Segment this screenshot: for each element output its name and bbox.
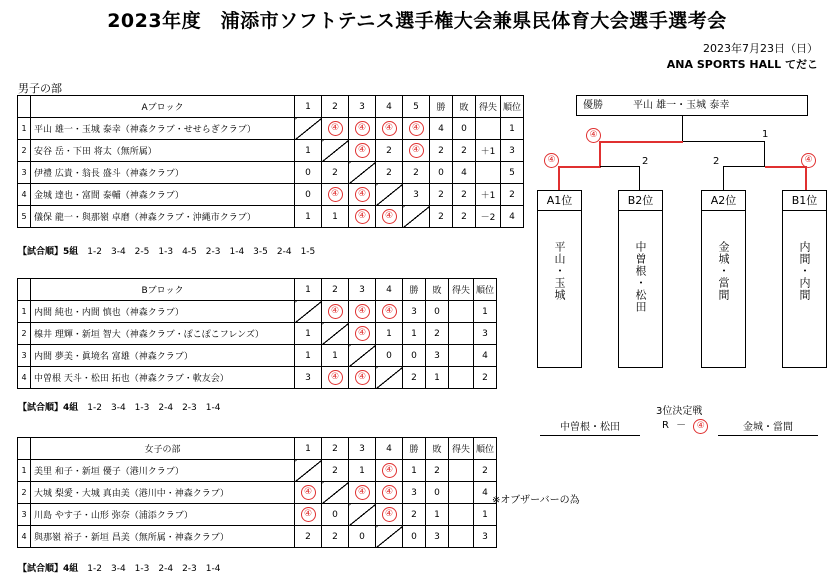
slot-label: B2位 <box>619 191 662 211</box>
bracket-red-line <box>805 166 807 190</box>
table-row <box>18 140 524 162</box>
pair-name: 儀保 龍一・與那嶺 卓磨（神森クラブ・沖縄市クラブ） <box>31 206 295 228</box>
pair-name: 美里 和子・新垣 優子（港川クラブ） <box>31 460 295 482</box>
pair-name: 金城 達也・富間 泰輔（神森クラブ） <box>31 184 295 206</box>
score-cell <box>295 460 322 482</box>
win-score: ④ <box>382 304 397 319</box>
row-index: 3 <box>18 345 31 367</box>
row-index: 3 <box>18 162 31 184</box>
win-score: ④ <box>355 187 370 202</box>
score-cell <box>322 184 349 206</box>
event-venue: ANA SPORTS HALL てだこ <box>666 58 818 71</box>
win-score: ④ <box>382 507 397 522</box>
bracket-red-line <box>765 166 806 168</box>
col-header: 3 <box>349 438 376 460</box>
cell-win: 2 <box>430 184 453 206</box>
header-win: 勝 <box>403 279 426 301</box>
cell-diff: －2 <box>476 206 501 228</box>
score-cell <box>295 482 322 504</box>
final-left-score: ④ <box>586 128 601 143</box>
table-row <box>18 301 497 323</box>
cell-win: 4 <box>430 118 453 140</box>
col-header: 1 <box>295 438 322 460</box>
third-score <box>662 416 708 434</box>
col-header: 2 <box>322 96 349 118</box>
table-row <box>18 162 524 184</box>
header-win: 勝 <box>403 438 426 460</box>
header-rank: 順位 <box>501 96 524 118</box>
score-cell <box>376 118 403 140</box>
win-score: ④ <box>328 187 343 202</box>
header-blank <box>18 279 31 301</box>
cell-rank: 3 <box>501 140 524 162</box>
cell-win: 0 <box>403 526 426 548</box>
score-cell <box>349 184 376 206</box>
cell-rank: 5 <box>501 162 524 184</box>
third-left-team: 中曽根・松田 <box>540 418 640 436</box>
win-score: ④ <box>382 463 397 478</box>
cell-rank: 4 <box>501 206 524 228</box>
cell-diff <box>449 526 474 548</box>
row-index: 4 <box>18 184 31 206</box>
block-a-order: 【試合順】5組 1-2 3-4 2-5 1-3 4-5 2-3 1-4 3-5 2-4 1-5 <box>18 247 316 257</box>
row-index: 2 <box>18 482 31 504</box>
win-score: ④ <box>355 143 370 158</box>
cell-loss: 1 <box>426 367 449 389</box>
cell-loss: 0 <box>426 482 449 504</box>
cell-diff <box>476 162 501 184</box>
cell-diff <box>449 482 474 504</box>
cell-rank: 4 <box>474 345 497 367</box>
cell-diff <box>449 345 474 367</box>
score-cell <box>376 184 403 206</box>
cell-rank: 1 <box>474 301 497 323</box>
cell-diff <box>476 118 501 140</box>
cell-win: 0 <box>403 345 426 367</box>
cell-loss: 0 <box>453 118 476 140</box>
score-cell: 2 <box>322 526 349 548</box>
win-score: ④ <box>409 143 424 158</box>
slot-name: 平山・玉城 <box>553 241 566 301</box>
col-header: 4 <box>376 279 403 301</box>
score-cell: 0 <box>322 504 349 526</box>
col-header: 5 <box>403 96 430 118</box>
score-cell <box>349 504 376 526</box>
col-header: 3 <box>349 279 376 301</box>
score-cell <box>376 526 403 548</box>
third-right-team: 金城・當間 <box>718 418 818 436</box>
score-cell <box>349 345 376 367</box>
win-score: ④ <box>301 507 316 522</box>
score-cell: 1 <box>295 345 322 367</box>
cell-rank: 2 <box>474 367 497 389</box>
win-score: ④ <box>355 209 370 224</box>
bracket-line <box>682 115 683 141</box>
women-title: 女子の部 <box>31 438 295 460</box>
score-cell: 3 <box>403 184 430 206</box>
cell-loss: 2 <box>453 206 476 228</box>
col-header: 2 <box>322 279 349 301</box>
table-row <box>18 118 524 140</box>
cell-diff: ＋1 <box>476 140 501 162</box>
bracket-red-line <box>558 166 560 190</box>
row-index: 2 <box>18 140 31 162</box>
row-index: 2 <box>18 323 31 345</box>
col-header: 4 <box>376 96 403 118</box>
block-b-order: 【試合順】4組 1-2 3-4 1-3 2-4 2-3 1-4 <box>18 403 221 413</box>
table-row <box>18 482 497 504</box>
bracket-red-line <box>559 166 601 168</box>
bracket-line <box>683 141 765 142</box>
score-cell: 1 <box>349 460 376 482</box>
pair-name: 安谷 岳・下田 将太（無所属） <box>31 140 295 162</box>
slot-a2 <box>701 190 746 368</box>
cell-loss: 1 <box>426 504 449 526</box>
cell-win: 1 <box>403 460 426 482</box>
pair-name: 川島 やす子・山形 弥奈（浦添クラブ） <box>31 504 295 526</box>
pair-name: 楾井 理輝・新垣 智大（神森クラブ・ぽこぽこフレンズ） <box>31 323 295 345</box>
pair-name: 内間 夢美・眞境名 富雄（神森クラブ） <box>31 345 295 367</box>
win-score: ④ <box>409 121 424 136</box>
score-cell <box>349 367 376 389</box>
cell-rank: 4 <box>474 482 497 504</box>
col-header: 3 <box>349 96 376 118</box>
col-header: 4 <box>376 438 403 460</box>
winner-box <box>576 95 808 116</box>
semi-left-bottom-score: 2 <box>642 156 649 167</box>
row-index: 1 <box>18 460 31 482</box>
row-index: 3 <box>18 504 31 526</box>
win-score: ④ <box>328 370 343 385</box>
slot-name: 金城・當間 <box>717 241 730 301</box>
cell-diff: ＋1 <box>476 184 501 206</box>
semi-left-top-score: ④ <box>544 153 559 168</box>
score-cell <box>376 206 403 228</box>
col-header: 1 <box>295 96 322 118</box>
score-cell: 1 <box>322 345 349 367</box>
semi-right-top-score: 2 <box>713 156 720 167</box>
score-cell <box>322 482 349 504</box>
win-score: ④ <box>382 485 397 500</box>
score-cell <box>376 367 403 389</box>
score-cell <box>322 323 349 345</box>
score-cell: 0 <box>295 184 322 206</box>
cell-win: 2 <box>403 367 426 389</box>
header-blank <box>18 438 31 460</box>
table-row <box>18 367 497 389</box>
header-rank: 順位 <box>474 279 497 301</box>
slot-name: 内間・内間 <box>798 241 811 301</box>
pair-name: 與那嶺 裕子・新垣 昌美（無所属・神森クラブ） <box>31 526 295 548</box>
header-win: 勝 <box>430 96 453 118</box>
header-loss: 敗 <box>426 438 449 460</box>
table-row <box>18 526 497 548</box>
cell-rank: 3 <box>474 323 497 345</box>
block-a-title: Aブロック <box>31 96 295 118</box>
bracket-red-line <box>599 141 601 167</box>
pair-name: 平山 雄一・玉城 泰幸（神森クラブ・せせらぎクラブ） <box>31 118 295 140</box>
header-diff: 得失 <box>476 96 501 118</box>
header-loss: 敗 <box>426 279 449 301</box>
score-cell <box>376 301 403 323</box>
cell-win: 0 <box>430 162 453 184</box>
pair-name: 大城 梨愛・大城 真由美（港川中・神森クラブ） <box>31 482 295 504</box>
cell-diff <box>449 504 474 526</box>
final-right-score: 1 <box>762 129 769 140</box>
women-table <box>17 437 497 548</box>
win-score: ④ <box>328 304 343 319</box>
win-score: ④ <box>355 370 370 385</box>
cell-loss: 2 <box>426 323 449 345</box>
score-cell: 1 <box>295 206 322 228</box>
slot-b1 <box>782 190 827 368</box>
men-section-label: 男子の部 <box>18 82 62 95</box>
cell-loss: 2 <box>453 140 476 162</box>
slot-label: A1位 <box>538 191 581 211</box>
cell-win: 3 <box>403 301 426 323</box>
slot-label: B1位 <box>783 191 826 211</box>
block-a-table <box>17 95 524 228</box>
score-cell <box>295 504 322 526</box>
header-loss: 敗 <box>453 96 476 118</box>
score-cell: 1 <box>322 206 349 228</box>
header-rank: 順位 <box>474 438 497 460</box>
score-cell: 0 <box>349 526 376 548</box>
score-cell <box>376 504 403 526</box>
observer-note: ※オブザーバーの為 <box>492 495 580 506</box>
bracket-line <box>764 141 765 167</box>
block-b-table <box>17 278 497 389</box>
row-index: 4 <box>18 526 31 548</box>
third-score-right: ④ <box>693 419 708 434</box>
win-score: ④ <box>355 121 370 136</box>
cell-loss: 0 <box>426 301 449 323</box>
cell-rank: 2 <box>474 460 497 482</box>
bracket-line <box>639 166 640 190</box>
third-score-left: R <box>662 420 669 431</box>
semi-right-bottom-score: ④ <box>801 153 816 168</box>
win-score: ④ <box>355 485 370 500</box>
header-diff: 得失 <box>449 438 474 460</box>
cell-win: 2 <box>403 504 426 526</box>
pair-name: 伊禮 広貴・翁長 盛斗（神森クラブ） <box>31 162 295 184</box>
score-cell <box>349 323 376 345</box>
score-cell: 2 <box>403 162 430 184</box>
score-cell <box>322 367 349 389</box>
score-cell: 0 <box>376 345 403 367</box>
bracket-line <box>723 166 765 167</box>
cell-rank: 1 <box>501 118 524 140</box>
score-cell <box>349 301 376 323</box>
slot-a1 <box>537 190 582 368</box>
row-index: 4 <box>18 367 31 389</box>
win-score: ④ <box>328 121 343 136</box>
cell-win: 2 <box>430 140 453 162</box>
score-cell: 2 <box>376 140 403 162</box>
cell-diff <box>449 367 474 389</box>
score-cell <box>295 118 322 140</box>
col-header: 1 <box>295 279 322 301</box>
score-cell <box>376 460 403 482</box>
score-cell: 2 <box>322 460 349 482</box>
winner-name: 平山 雄一・玉城 泰幸 <box>633 100 730 111</box>
score-cell <box>403 206 430 228</box>
cell-rank: 2 <box>501 184 524 206</box>
cell-win: 3 <box>403 482 426 504</box>
page-title: 2023年度 浦添市ソフトテニス選手権大会兼県民体育大会選手選考会 <box>107 10 727 32</box>
table-row <box>18 504 497 526</box>
slot-label: A2位 <box>702 191 745 211</box>
win-score: ④ <box>355 326 370 341</box>
score-cell <box>349 482 376 504</box>
cell-loss: 3 <box>426 526 449 548</box>
cell-loss: 3 <box>426 345 449 367</box>
bracket-line <box>600 166 640 167</box>
score-cell: 1 <box>295 140 322 162</box>
score-cell <box>322 301 349 323</box>
table-row <box>18 323 497 345</box>
score-cell <box>349 140 376 162</box>
table-row <box>18 460 497 482</box>
score-cell: 3 <box>295 367 322 389</box>
slot-name: 中曽根・松田 <box>634 241 647 313</box>
third-dash: － <box>676 420 687 431</box>
women-order: 【試合順】4組 1-2 3-4 1-3 2-4 2-3 1-4 <box>18 564 221 574</box>
score-cell <box>295 301 322 323</box>
score-cell <box>376 482 403 504</box>
win-score: ④ <box>382 121 397 136</box>
score-cell <box>349 206 376 228</box>
table-row <box>18 184 524 206</box>
cell-diff <box>449 301 474 323</box>
score-cell: 2 <box>295 526 322 548</box>
table-row <box>18 206 524 228</box>
cell-win: 2 <box>430 206 453 228</box>
win-score: ④ <box>301 485 316 500</box>
row-index: 5 <box>18 206 31 228</box>
bracket-line <box>723 166 724 190</box>
score-cell: 2 <box>322 162 349 184</box>
score-cell <box>403 118 430 140</box>
cell-diff <box>449 460 474 482</box>
cell-rank: 3 <box>474 526 497 548</box>
header-diff: 得失 <box>449 279 474 301</box>
score-cell: 1 <box>376 323 403 345</box>
win-score: ④ <box>355 304 370 319</box>
header-blank <box>18 96 31 118</box>
col-header: 2 <box>322 438 349 460</box>
event-date: 2023年7月23日（日） <box>703 42 818 55</box>
score-cell <box>349 162 376 184</box>
cell-win: 1 <box>403 323 426 345</box>
pair-name: 中曽根 天斗・松田 拓也（神森クラブ・軟友会） <box>31 367 295 389</box>
cell-loss: 2 <box>453 184 476 206</box>
slot-b2 <box>618 190 663 368</box>
bracket-red-line <box>600 141 683 143</box>
row-index: 1 <box>18 301 31 323</box>
score-cell <box>322 140 349 162</box>
cell-loss: 2 <box>426 460 449 482</box>
cell-loss: 4 <box>453 162 476 184</box>
row-index: 1 <box>18 118 31 140</box>
third-place-title: 3位決定戦 <box>656 406 703 417</box>
score-cell <box>403 140 430 162</box>
score-cell: 2 <box>376 162 403 184</box>
score-cell <box>349 118 376 140</box>
win-score: ④ <box>382 209 397 224</box>
score-cell: 1 <box>295 323 322 345</box>
block-b-title: Bブロック <box>31 279 295 301</box>
table-row <box>18 345 497 367</box>
score-cell: 0 <box>295 162 322 184</box>
score-cell <box>322 118 349 140</box>
winner-label: 優勝 <box>583 100 603 111</box>
pair-name: 内間 純也・内間 慎也（神森クラブ） <box>31 301 295 323</box>
cell-rank: 1 <box>474 504 497 526</box>
cell-diff <box>449 323 474 345</box>
